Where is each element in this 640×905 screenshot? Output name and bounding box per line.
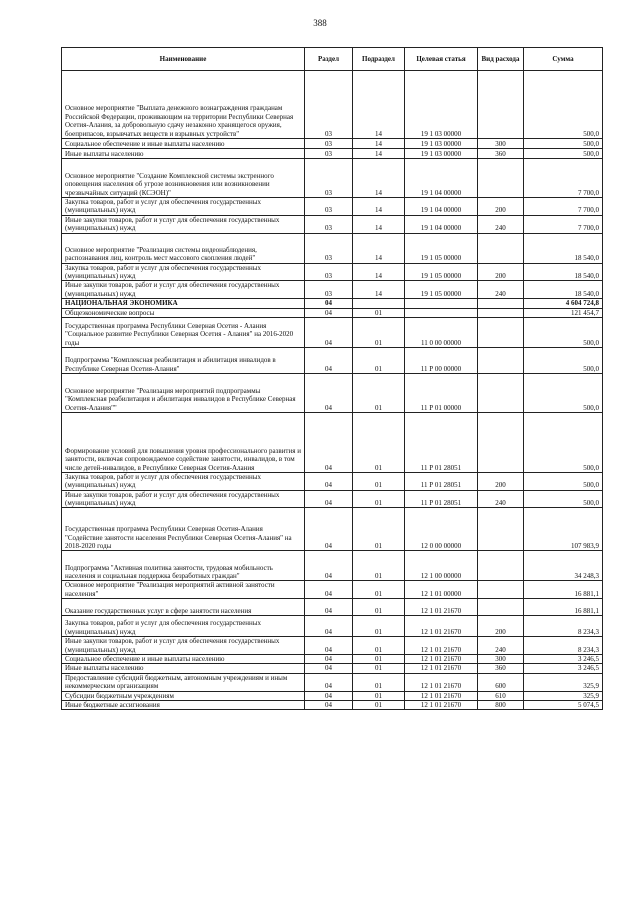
row-expense-type: 360 bbox=[478, 664, 524, 673]
row-name: Закупка товаров, работ и услуг для обеспечения государственных (муниципальных) нужд bbox=[62, 616, 305, 637]
row-podrazdel: 01 bbox=[353, 551, 405, 581]
row-amount: 107 983,9 bbox=[524, 508, 603, 551]
row-razdel: 04 bbox=[305, 700, 353, 709]
row-podrazdel: 01 bbox=[353, 412, 405, 472]
table-row bbox=[62, 655, 603, 664]
row-amount: 500,0 bbox=[524, 317, 603, 347]
row-razdel: 04 bbox=[305, 616, 353, 637]
table-row bbox=[62, 198, 603, 216]
row-razdel: 04 bbox=[305, 508, 353, 551]
page-number: 388 bbox=[313, 18, 327, 28]
row-podrazdel: 14 bbox=[353, 159, 405, 198]
row-razdel: 04 bbox=[305, 490, 353, 508]
row-amount: 18 540,0 bbox=[524, 263, 603, 281]
row-expense-type bbox=[478, 373, 524, 412]
row-amount: 500,0 bbox=[524, 149, 603, 159]
row-podrazdel: 14 bbox=[353, 139, 405, 149]
table-row bbox=[62, 139, 603, 149]
row-name: Иные выплаты населению bbox=[62, 149, 305, 159]
row-expense-type bbox=[478, 308, 524, 317]
table-row bbox=[62, 673, 603, 691]
row-name: Иные бюджетные ассигнования bbox=[62, 700, 305, 709]
row-podrazdel: 14 bbox=[353, 71, 405, 139]
row-target-article: 19 1 04 00000 bbox=[405, 159, 478, 198]
row-expense-type bbox=[478, 317, 524, 347]
row-name: Социальное обеспечение и иные выплаты населению bbox=[62, 655, 305, 664]
row-expense-type bbox=[478, 347, 524, 373]
row-expense-type bbox=[478, 159, 524, 198]
row-podrazdel bbox=[353, 299, 405, 308]
row-name: Закупка товаров, работ и услуг для обеспечения государственных (муниципальных) нужд bbox=[62, 198, 305, 216]
row-amount: 34 248,3 bbox=[524, 551, 603, 581]
row-target-article: 12 1 01 21670 bbox=[405, 664, 478, 673]
row-razdel: 03 bbox=[305, 215, 353, 233]
row-podrazdel: 01 bbox=[353, 599, 405, 616]
row-expense-type: 300 bbox=[478, 139, 524, 149]
row-expense-type bbox=[478, 599, 524, 616]
row-podrazdel: 01 bbox=[353, 581, 405, 599]
row-expense-type bbox=[478, 299, 524, 308]
row-name: Закупка товаров, работ и услуг для обеспечения государственных (муниципальных) нужд bbox=[62, 472, 305, 490]
row-target-article: 12 1 01 21670 bbox=[405, 599, 478, 616]
row-name: Предоставление субсидий бюджетным, автономным учреждениям и иным некоммерческим организациям bbox=[62, 673, 305, 691]
row-expense-type bbox=[478, 581, 524, 599]
header-razdel: Раздел bbox=[305, 48, 353, 71]
row-amount: 7 700,0 bbox=[524, 159, 603, 198]
row-podrazdel: 01 bbox=[353, 347, 405, 373]
table-row bbox=[62, 299, 603, 308]
table-row bbox=[62, 472, 603, 490]
row-podrazdel: 01 bbox=[353, 508, 405, 551]
row-target-article: 19 1 03 00000 bbox=[405, 149, 478, 159]
row-target-article: 12 1 01 21670 bbox=[405, 691, 478, 700]
header-name: Наименование bbox=[62, 48, 305, 71]
row-target-article: 19 1 04 00000 bbox=[405, 198, 478, 216]
header-amount: Сумма bbox=[524, 48, 603, 71]
row-podrazdel: 01 bbox=[353, 673, 405, 691]
row-podrazdel: 01 bbox=[353, 317, 405, 347]
row-target-article: 19 1 03 00000 bbox=[405, 71, 478, 139]
table-row bbox=[62, 215, 603, 233]
table-row bbox=[62, 373, 603, 412]
table-body bbox=[62, 71, 603, 710]
row-razdel: 03 bbox=[305, 139, 353, 149]
row-amount: 500,0 bbox=[524, 373, 603, 412]
table-row bbox=[62, 508, 603, 551]
table-row bbox=[62, 490, 603, 508]
row-amount: 500,0 bbox=[524, 472, 603, 490]
row-razdel: 04 bbox=[305, 472, 353, 490]
row-podrazdel: 01 bbox=[353, 490, 405, 508]
row-name: Государственная программа Республики Северная Осетия-Алания "Содействие занятости населения Республики Северная Осетия-Алания" на 2018-2020 годы bbox=[62, 508, 305, 551]
row-name: Подпрограмма "Комплексная реабилитация и абилитация инвалидов в Республике Северная Осетия-Алания" bbox=[62, 347, 305, 373]
row-amount: 7 700,0 bbox=[524, 198, 603, 216]
row-target-article: 19 1 04 00000 bbox=[405, 215, 478, 233]
row-razdel: 03 bbox=[305, 281, 353, 299]
row-amount: 121 454,7 bbox=[524, 308, 603, 317]
row-target-article: 12 1 01 00000 bbox=[405, 581, 478, 599]
row-name: Основное мероприятие "Реализация системы видеонаблюдения, распознавания лиц, контроль мест массового скопления людей" bbox=[62, 233, 305, 263]
table-row bbox=[62, 308, 603, 317]
row-amount: 325,9 bbox=[524, 673, 603, 691]
row-amount: 500,0 bbox=[524, 412, 603, 472]
row-target-article: 12 1 01 21670 bbox=[405, 655, 478, 664]
row-name: Иные закупки товаров, работ и услуг для обеспечения государственных (муниципальных) нужд bbox=[62, 637, 305, 655]
row-podrazdel: 14 bbox=[353, 215, 405, 233]
row-expense-type: 800 bbox=[478, 700, 524, 709]
row-name: Общеэкономические вопросы bbox=[62, 308, 305, 317]
row-podrazdel: 01 bbox=[353, 637, 405, 655]
row-target-article: 11 Р 01 28051 bbox=[405, 412, 478, 472]
row-podrazdel: 14 bbox=[353, 263, 405, 281]
row-name: Иные закупки товаров, работ и услуг для обеспечения государственных (муниципальных) нужд bbox=[62, 281, 305, 299]
table-row bbox=[62, 71, 603, 139]
row-amount: 325,9 bbox=[524, 691, 603, 700]
row-amount: 3 246,5 bbox=[524, 655, 603, 664]
row-expense-type: 240 bbox=[478, 637, 524, 655]
row-name: Подпрограмма "Активная политика занятости, трудовая мобильность населения и социальная поддержка безработных граждан" bbox=[62, 551, 305, 581]
row-razdel: 04 bbox=[305, 412, 353, 472]
table-row bbox=[62, 664, 603, 673]
row-razdel: 04 bbox=[305, 551, 353, 581]
row-target-article: 11 Р 01 28051 bbox=[405, 472, 478, 490]
table-row bbox=[62, 616, 603, 637]
row-target-article: 11 Р 00 00000 bbox=[405, 347, 478, 373]
row-expense-type: 360 bbox=[478, 149, 524, 159]
row-target-article: 12 1 01 21670 bbox=[405, 616, 478, 637]
row-target-article: 12 1 01 21670 bbox=[405, 700, 478, 709]
row-expense-type bbox=[478, 508, 524, 551]
row-expense-type: 200 bbox=[478, 263, 524, 281]
row-name: Государственная программа Республики Северная Осетия - Алания "Социальное развитие Республики Северная Осетия - Алания" на 2016-2020 годы bbox=[62, 317, 305, 347]
row-razdel: 03 bbox=[305, 149, 353, 159]
table-row bbox=[62, 691, 603, 700]
row-podrazdel: 14 bbox=[353, 281, 405, 299]
row-amount: 18 540,0 bbox=[524, 281, 603, 299]
row-amount: 8 234,3 bbox=[524, 616, 603, 637]
row-expense-type: 200 bbox=[478, 616, 524, 637]
row-razdel: 03 bbox=[305, 71, 353, 139]
table-row bbox=[62, 159, 603, 198]
row-target-article: 12 1 00 00000 bbox=[405, 551, 478, 581]
row-expense-type: 300 bbox=[478, 655, 524, 664]
row-name: Формирование условий для повышения уровня профессионального развития и занятости, включая сопровождаемое содействие занятости, инвалидов, в том числе детей-инвалидов, в Республике Северная Осетия-Алания bbox=[62, 412, 305, 472]
header-expense-type: Вид расхода bbox=[478, 48, 524, 71]
row-podrazdel: 01 bbox=[353, 655, 405, 664]
row-podrazdel: 01 bbox=[353, 308, 405, 317]
row-expense-type bbox=[478, 551, 524, 581]
row-expense-type: 240 bbox=[478, 215, 524, 233]
row-expense-type bbox=[478, 412, 524, 472]
row-name: НАЦИОНАЛЬНАЯ ЭКОНОМИКА bbox=[62, 299, 305, 308]
row-target-article: 11 0 00 00000 bbox=[405, 317, 478, 347]
row-razdel: 03 bbox=[305, 198, 353, 216]
table-header-row bbox=[62, 48, 603, 71]
row-target-article: 12 0 00 00000 bbox=[405, 508, 478, 551]
table-row bbox=[62, 599, 603, 616]
row-amount: 500,0 bbox=[524, 490, 603, 508]
row-podrazdel: 01 bbox=[353, 373, 405, 412]
row-target-article bbox=[405, 299, 478, 308]
row-amount: 500,0 bbox=[524, 347, 603, 373]
row-expense-type bbox=[478, 233, 524, 263]
row-name: Иные закупки товаров, работ и услуг для обеспечения государственных (муниципальных) нужд bbox=[62, 215, 305, 233]
row-razdel: 04 bbox=[305, 691, 353, 700]
row-expense-type bbox=[478, 71, 524, 139]
row-target-article: 12 1 01 21670 bbox=[405, 637, 478, 655]
table-row bbox=[62, 317, 603, 347]
table-row bbox=[62, 233, 603, 263]
row-razdel: 04 bbox=[305, 317, 353, 347]
row-podrazdel: 14 bbox=[353, 198, 405, 216]
row-target-article: 19 1 05 00000 bbox=[405, 233, 478, 263]
row-name: Основное мероприятие "Выплата денежного вознаграждения гражданам Российской Федерации, проживающим на территории Республики Северная Осетия-Алания, за добровольную сдачу незаконно хранящегося оружия, боеприпасов, взрывчатых веществ и взрывных устройств" bbox=[62, 71, 305, 139]
row-podrazdel: 01 bbox=[353, 691, 405, 700]
row-expense-type: 610 bbox=[478, 691, 524, 700]
row-amount: 3 246,5 bbox=[524, 664, 603, 673]
table-row bbox=[62, 149, 603, 159]
table-row bbox=[62, 581, 603, 599]
row-expense-type: 240 bbox=[478, 281, 524, 299]
budget-table bbox=[61, 47, 603, 710]
row-name: Основное мероприятие "Реализация мероприятий подпрограммы "Комплексная реабилитация и абилитация инвалидов в Республике Северная Осетия-Алания"" bbox=[62, 373, 305, 412]
row-expense-type: 600 bbox=[478, 673, 524, 691]
row-amount: 7 700,0 bbox=[524, 215, 603, 233]
row-amount: 500,0 bbox=[524, 139, 603, 149]
row-target-article bbox=[405, 308, 478, 317]
row-name: Основное мероприятие "Создание Комплексной системы экстренного оповещения населения об угрозе возникновения или возникновении чрезвычайных ситуаций (КСЭОН)" bbox=[62, 159, 305, 198]
row-razdel: 04 bbox=[305, 664, 353, 673]
table-row bbox=[62, 281, 603, 299]
row-podrazdel: 01 bbox=[353, 616, 405, 637]
row-name: Основное мероприятие "Реализация мероприятий активной занятости населения" bbox=[62, 581, 305, 599]
row-razdel: 03 bbox=[305, 233, 353, 263]
row-amount: 4 604 724,8 bbox=[524, 299, 603, 308]
row-amount: 500,0 bbox=[524, 71, 603, 139]
table-row bbox=[62, 263, 603, 281]
row-razdel: 04 bbox=[305, 581, 353, 599]
row-amount: 16 881,1 bbox=[524, 599, 603, 616]
row-razdel: 04 bbox=[305, 347, 353, 373]
row-razdel: 04 bbox=[305, 599, 353, 616]
row-target-article: 12 1 01 21670 bbox=[405, 673, 478, 691]
row-target-article: 19 1 05 00000 bbox=[405, 281, 478, 299]
row-expense-type: 240 bbox=[478, 490, 524, 508]
row-expense-type: 200 bbox=[478, 472, 524, 490]
header-podrazdel: Подраздел bbox=[353, 48, 405, 71]
table-row bbox=[62, 700, 603, 709]
row-razdel: 04 bbox=[305, 673, 353, 691]
row-name: Иные выплаты населению bbox=[62, 664, 305, 673]
row-amount: 18 540,0 bbox=[524, 233, 603, 263]
row-name: Оказание государственных услуг в сфере занятости населения bbox=[62, 599, 305, 616]
row-razdel: 04 bbox=[305, 308, 353, 317]
row-target-article: 11 Р 01 28051 bbox=[405, 490, 478, 508]
table-row bbox=[62, 412, 603, 472]
row-target-article: 11 Р 01 00000 bbox=[405, 373, 478, 412]
row-expense-type: 200 bbox=[478, 198, 524, 216]
table-row bbox=[62, 347, 603, 373]
row-razdel: 04 bbox=[305, 373, 353, 412]
row-amount: 16 881,1 bbox=[524, 581, 603, 599]
row-podrazdel: 14 bbox=[353, 233, 405, 263]
row-razdel: 03 bbox=[305, 159, 353, 198]
table-row bbox=[62, 637, 603, 655]
row-target-article: 19 1 05 00000 bbox=[405, 263, 478, 281]
table-row bbox=[62, 551, 603, 581]
row-name: Субсидии бюджетным учреждениям bbox=[62, 691, 305, 700]
row-razdel: 04 bbox=[305, 637, 353, 655]
row-name: Социальное обеспечение и иные выплаты населению bbox=[62, 139, 305, 149]
row-target-article: 19 1 03 00000 bbox=[405, 139, 478, 149]
header-target-article: Целевая статья bbox=[405, 48, 478, 71]
row-name: Закупка товаров, работ и услуг для обеспечения государственных (муниципальных) нужд bbox=[62, 263, 305, 281]
row-podrazdel: 01 bbox=[353, 664, 405, 673]
row-name: Иные закупки товаров, работ и услуг для обеспечения государственных (муниципальных) нужд bbox=[62, 490, 305, 508]
row-razdel: 04 bbox=[305, 299, 353, 308]
row-podrazdel: 14 bbox=[353, 149, 405, 159]
row-amount: 8 234,3 bbox=[524, 637, 603, 655]
row-amount: 5 074,5 bbox=[524, 700, 603, 709]
row-razdel: 04 bbox=[305, 655, 353, 664]
row-podrazdel: 01 bbox=[353, 472, 405, 490]
row-podrazdel: 01 bbox=[353, 700, 405, 709]
row-razdel: 03 bbox=[305, 263, 353, 281]
